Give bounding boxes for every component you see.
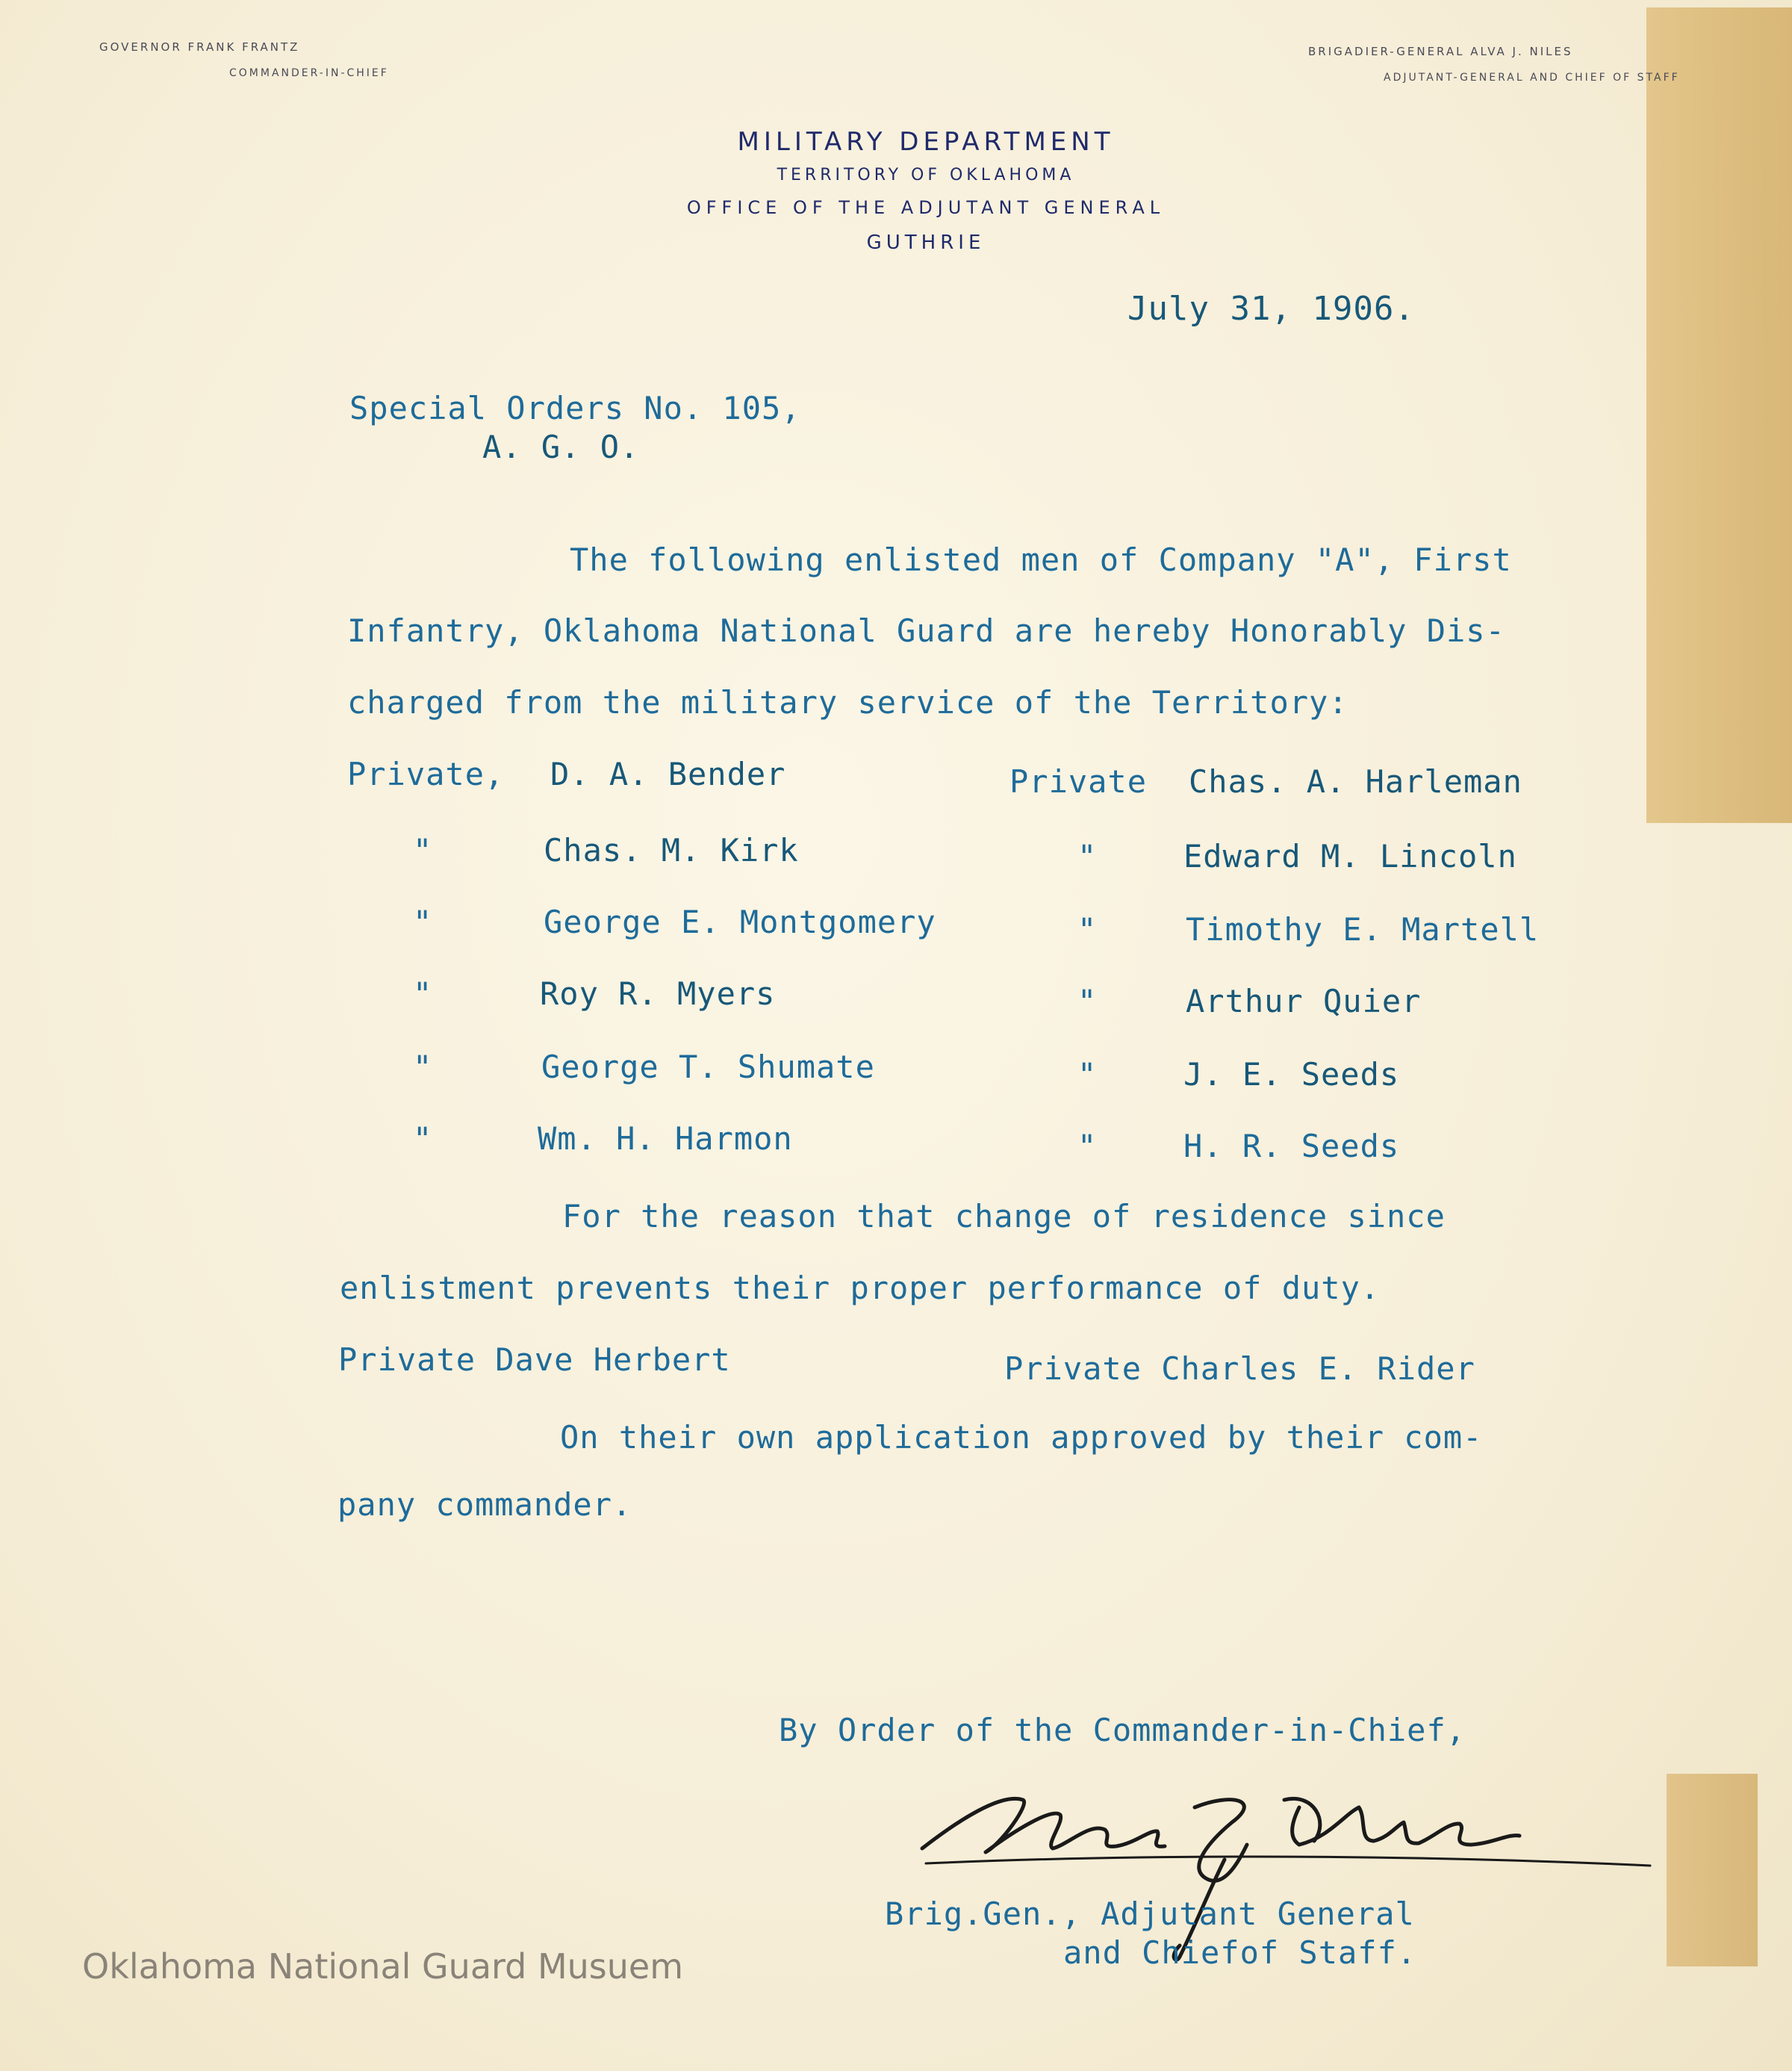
second-group-right: Private Charles E. Rider: [1004, 1350, 1475, 1387]
tape-strip-bottom: [1667, 1774, 1758, 1966]
roster-rank-right: ": [1077, 911, 1098, 948]
roster-name-left: George E. Montgomery: [544, 904, 936, 940]
roster-name-right: Arthur Quier: [1186, 983, 1422, 1019]
body-line-1: The following enlisted men of Company "A", First: [570, 541, 1512, 578]
letterhead-governor: GOVERNOR FRANK FRANTZ: [99, 40, 300, 54]
watermark: Oklahoma National Guard Musuem: [82, 1946, 684, 1987]
roster-name-right: J. E. Seeds: [1183, 1056, 1400, 1093]
roster-rank-left: ": [413, 1049, 433, 1085]
roster-rank-left: ": [413, 975, 433, 1012]
roster-rank-left: ": [413, 1120, 433, 1157]
roster-name-left: Wm. H. Harmon: [538, 1120, 793, 1157]
reason-1-line-2: enlistment prevents their proper performance of duty.: [340, 1270, 1381, 1306]
body-line-3: charged from the military service of the Territory:: [347, 684, 1348, 721]
roster-name-right: H. R. Seeds: [1183, 1128, 1400, 1164]
roster-rank-right: ": [1077, 838, 1098, 875]
dept-office: OFFICE OF THE ADJUTANT GENERAL: [686, 197, 1166, 218]
reason-2-line-2: pany commander.: [337, 1486, 632, 1523]
body-line-2: Infantry, Oklahoma National Guard are hereby Honorably Dis-: [347, 612, 1505, 649]
roster-rank-right: ": [1077, 1056, 1098, 1093]
roster-name-left: Chas. M. Kirk: [544, 832, 799, 869]
roster-name-right: Chas. A. Harleman: [1189, 763, 1522, 800]
dept-title: MILITARY DEPARTMENT: [737, 127, 1115, 157]
roster-name-right: Edward M. Lincoln: [1183, 838, 1517, 875]
signatory-title-2: and Chiefof Staff.: [1063, 1934, 1417, 1971]
roster-rank-left: Private,: [347, 756, 505, 792]
roster-rank-left: ": [413, 832, 433, 869]
roster-rank-right: ": [1077, 1128, 1098, 1164]
dept-territory: TERRITORY OF OKLAHOMA: [777, 166, 1075, 184]
document-date: July 31, 1906.: [1127, 290, 1415, 328]
order-office: A. G. O.: [482, 429, 640, 465]
letterhead-adjutant: BRIGADIER-GENERAL ALVA J. NILES: [1308, 45, 1573, 58]
roster-rank-right: ": [1077, 983, 1098, 1019]
reason-2-line-1: On their own application approved by their com-: [560, 1419, 1483, 1456]
roster-name-right: Timothy E. Martell: [1186, 911, 1540, 948]
roster-rank-right: Private: [1009, 763, 1148, 800]
second-group-left: Private Dave Herbert: [338, 1341, 731, 1378]
signatory-title-1: Brig.Gen., Adjutant General: [885, 1895, 1415, 1932]
by-order-line: By Order of the Commander-in-Chief,: [779, 1712, 1466, 1748]
roster-rank-left: ": [413, 904, 433, 940]
dept-city: GUTHRIE: [866, 232, 986, 254]
roster-name-left: George T. Shumate: [541, 1049, 875, 1085]
reason-1-line-1: For the reason that change of residence since: [562, 1198, 1446, 1235]
roster-name-left: D. A. Bender: [550, 756, 786, 792]
letterhead-adjutant-title: ADJUTANT-GENERAL AND CHIEF OF STAFF: [1384, 72, 1680, 84]
order-number: Special Orders No. 105,: [349, 390, 801, 426]
roster-name-left: Roy R. Myers: [540, 975, 776, 1012]
letterhead-governor-title: COMMANDER-IN-CHIEF: [229, 67, 389, 79]
